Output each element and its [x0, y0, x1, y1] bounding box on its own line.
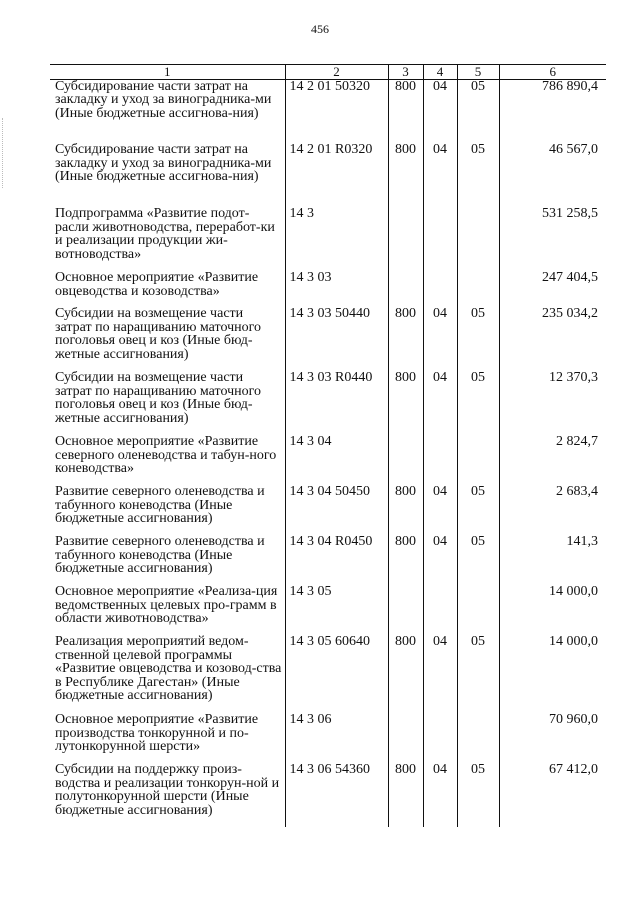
row-amount: 141,3	[499, 535, 606, 585]
table-row	[50, 485, 606, 535]
row-name: Развитие северного оленеводства и табунного коневодства (Иные бюджетные ассигнования)	[55, 484, 265, 526]
row-name: Субсидии на возмещение части затрат по наращиванию маточного поголовья овец и коз (Иные бюд-жетные ассигнования)	[55, 370, 262, 426]
row-col4: 04	[423, 307, 457, 371]
row-col5: 05	[457, 143, 499, 207]
row-code: 14 3 05	[285, 585, 388, 635]
scan-artifact	[2, 118, 13, 188]
row-col3: 800	[388, 635, 423, 713]
row-col4	[423, 207, 457, 271]
table-row	[50, 713, 606, 763]
table-row	[50, 535, 606, 585]
row-col5	[457, 271, 499, 307]
column-header: 6	[499, 65, 606, 80]
row-code: 14 3 03 50440	[285, 307, 388, 371]
row-col5: 05	[457, 535, 499, 585]
row-col4: 04	[423, 371, 457, 435]
column-header: 5	[457, 65, 499, 80]
row-col4: 04	[423, 79, 457, 143]
table-row	[50, 635, 606, 713]
row-code: 14 2 01 R0320	[285, 143, 388, 207]
row-amount: 247 404,5	[499, 271, 606, 307]
table-row	[50, 307, 606, 371]
column-header: 2	[285, 65, 388, 80]
row-name: Основное мероприятие «Развитие северного оленеводства и табун-ного коневодства»	[55, 434, 277, 476]
row-col5	[457, 713, 499, 763]
row-col5: 05	[457, 635, 499, 713]
row-col4: 04	[423, 485, 457, 535]
row-code: 14 3 04	[285, 435, 388, 485]
row-col3: 800	[388, 763, 423, 827]
row-col4: 04	[423, 535, 457, 585]
row-col5: 05	[457, 307, 499, 371]
row-amount: 235 034,2	[499, 307, 606, 371]
row-col4: 04	[423, 635, 457, 713]
row-code: 14 3 04 R0450	[285, 535, 388, 585]
row-amount: 14 000,0	[499, 585, 606, 635]
table-row	[50, 79, 606, 143]
row-name: Реализация мероприятий ведом-ственной целевой программы «Развитие овцеводства и козовод-ства в Республике Дагестан» (Иные бюджетные ассигнования)	[55, 634, 282, 703]
row-col4	[423, 271, 457, 307]
row-amount: 14 000,0	[499, 635, 606, 713]
row-name: Основное мероприятие «Развитие овцеводства и козоводства»	[55, 270, 259, 299]
row-col5: 05	[457, 371, 499, 435]
row-code: 14 3 06	[285, 713, 388, 763]
row-amount: 70 960,0	[499, 713, 606, 763]
row-code: 14 3 03	[285, 271, 388, 307]
row-col5: 05	[457, 763, 499, 827]
table-row	[50, 585, 606, 635]
row-code: 14 3 06 54360	[285, 763, 388, 827]
row-col3	[388, 271, 423, 307]
page-number: 456	[311, 22, 329, 36]
row-name: Субсидии на поддержку произ-водства и реализации тонкорун-ной и полутонкорунной шерсти (Иные бюджетные ассигнования)	[55, 762, 280, 818]
row-amount: 2 824,7	[499, 435, 606, 485]
table-row	[50, 143, 606, 207]
row-name: Субсидирование части затрат на закладку и уход за виноградника-ми (Иные бюджетные ассигнова-ния)	[55, 142, 272, 184]
row-name: Развитие северного оленеводства и табунного коневодства (Иные бюджетные ассигнования)	[55, 534, 265, 576]
row-name: Субсидии на возмещение части затрат по наращиванию маточного поголовья овец и коз (Иные бюд-жетные ассигнования)	[55, 306, 262, 362]
column-header: 3	[388, 65, 423, 80]
row-name: Подпрограмма «Развитие подот-расли животноводства, переработ-ки и реализации продукции жи-вотноводства»	[55, 206, 275, 262]
table-row	[50, 763, 606, 827]
row-col4	[423, 585, 457, 635]
column-header: 1	[50, 65, 285, 80]
row-col4	[423, 713, 457, 763]
row-col5: 05	[457, 79, 499, 143]
row-col5	[457, 435, 499, 485]
row-col3: 800	[388, 79, 423, 143]
row-code: 14 3 05 60640	[285, 635, 388, 713]
row-col3: 800	[388, 371, 423, 435]
row-col5	[457, 207, 499, 271]
row-name: Основное мероприятие «Реализа-ция ведомственных целевых про-грамм в области животноводства»	[55, 584, 278, 626]
row-col4: 04	[423, 763, 457, 827]
row-col3	[388, 713, 423, 763]
row-code: 14 2 01 50320	[285, 79, 388, 143]
table-row	[50, 271, 606, 307]
row-code: 14 3 03 R0440	[285, 371, 388, 435]
table-row	[50, 435, 606, 485]
row-col5: 05	[457, 485, 499, 535]
row-amount: 2 683,4	[499, 485, 606, 535]
row-col3: 800	[388, 143, 423, 207]
row-col3	[388, 435, 423, 485]
row-amount: 67 412,0	[499, 763, 606, 827]
budget-table	[50, 64, 606, 827]
row-amount: 12 370,3	[499, 371, 606, 435]
row-amount: 786 890,4	[499, 79, 606, 143]
row-col3: 800	[388, 307, 423, 371]
header-row	[50, 65, 606, 80]
row-name: Основное мероприятие «Развитие производства тонкорунной и по-лутонкорунной шерсти»	[55, 712, 259, 754]
row-col3	[388, 207, 423, 271]
row-col4	[423, 435, 457, 485]
table-row	[50, 371, 606, 435]
row-code: 14 3 04 50450	[285, 485, 388, 535]
row-code: 14 3	[285, 207, 388, 271]
column-header: 4	[423, 65, 457, 80]
row-name: Субсидирование части затрат на закладку и уход за виноградника-ми (Иные бюджетные ассигнова-ния)	[55, 78, 272, 121]
row-col5	[457, 585, 499, 635]
row-col3: 800	[388, 485, 423, 535]
row-col3	[388, 585, 423, 635]
table-row	[50, 207, 606, 271]
row-amount: 531 258,5	[499, 207, 606, 271]
row-amount: 46 567,0	[499, 143, 606, 207]
row-col4: 04	[423, 143, 457, 207]
row-col3: 800	[388, 535, 423, 585]
